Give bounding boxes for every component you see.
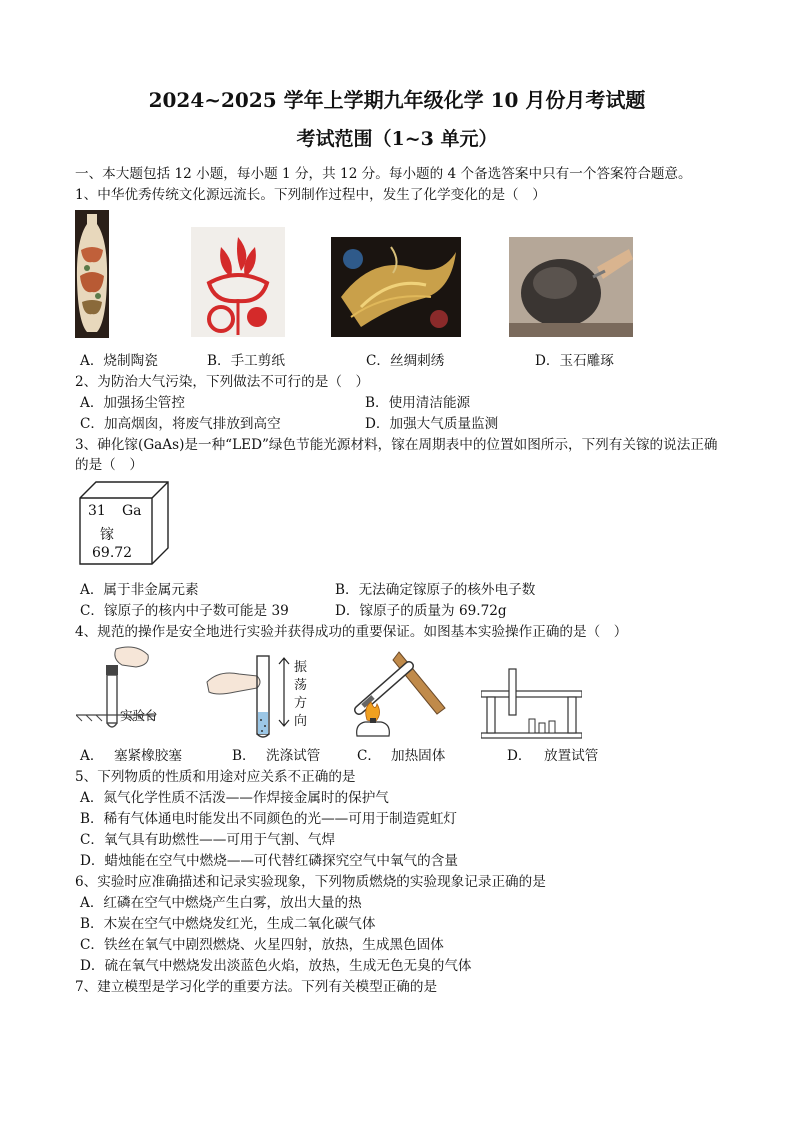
q1-option-c: C．丝绸刺绣 <box>366 353 445 369</box>
element-symbol: Ga <box>122 503 142 519</box>
q3-option-d: D．镓原子的质量为 69.72g <box>335 603 507 619</box>
q5-option-b: B．稀有气体通电时能发出不同颜色的光——可用于制造霓虹灯 <box>80 811 458 827</box>
element-atomic-mass: 69.72 <box>92 545 133 561</box>
lab-bench-label: 实验台 <box>120 708 158 723</box>
q3-option-a: A．属于非金属元素 <box>80 582 199 598</box>
q1-stem: 1、中华优秀传统文化源远流长。下列制作过程中，发生了化学变化的是（ ） <box>75 187 546 203</box>
q5-option-a: A．氮气化学性质不活泼——作焊接金属时的保护气 <box>80 790 389 806</box>
q2-option-d: D．加强大气质量监测 <box>365 416 499 432</box>
q6-option-b: B．木炭在空气中燃烧发红光，生成二氧化碳气体 <box>80 916 376 932</box>
shake-label-3: 方 <box>294 696 308 711</box>
section-instructions: 一、本大题包括 12 小题，每小题 1 分，共 12 分。每小题的 4 个备选答案中只有一个答案符合题意。 <box>75 166 692 182</box>
q5-option-c: C．氧气具有助燃性——可用于气割、气焊 <box>80 832 336 848</box>
q4-stem: 4、规范的操作是安全地进行实验并获得成功的重要保证。如图基本实验操作正确的是（ ） <box>75 624 628 640</box>
q2-option-c: C．加高烟囱，将废气排放到高空 <box>80 416 281 432</box>
q2-option-b: B．使用清洁能源 <box>365 395 471 411</box>
element-name: 镓 <box>100 527 114 543</box>
shake-label-1: 振 <box>294 660 308 675</box>
q7-stem: 7、建立模型是学习化学的重要方法。下列有关模型正确的是 <box>75 979 438 995</box>
shake-label-2: 荡 <box>294 678 308 693</box>
q6-stem: 6、实验时应准确描述和记录实验现象，下列物质燃烧的实验现象记录正确的是 <box>75 874 546 890</box>
wash-tube-diagram <box>205 652 285 740</box>
heat-solid-diagram <box>353 646 449 740</box>
paper-cutting-image <box>191 227 285 337</box>
page-title: 2024~2025 学年上学期九年级化学 10 月份月考试题 <box>148 88 646 112</box>
shake-direction-arrow <box>277 656 291 728</box>
q4-option-a-letter: A． <box>80 748 104 764</box>
porcelain-vase-image <box>75 210 109 338</box>
q3-option-b: B．无法确定镓原子的核外电子数 <box>335 582 536 598</box>
q3-option-c: C．镓原子的核内中子数可能是 39 <box>80 603 289 619</box>
q6-option-a: A．红磷在空气中燃烧产生白雾，放出大量的热 <box>80 895 362 911</box>
q2-stem: 2、为防治大气污染，下列做法不可行的是（ ） <box>75 374 370 390</box>
element-atomic-number: 31 <box>88 503 106 519</box>
page-subtitle: 考试范围（1~3 单元） <box>296 128 498 150</box>
q6-option-d: D．硫在氧气中燃烧发出淡蓝色火焰，放热，生成无色无臭的气体 <box>80 958 472 974</box>
q4-option-d-text: 放置试管 <box>544 748 599 764</box>
silk-embroidery-image <box>331 237 461 337</box>
q4-option-c-letter: C． <box>357 748 381 764</box>
q2-option-a: A．加强扬尘管控 <box>80 395 185 411</box>
q4-option-b-text: 洗涤试管 <box>266 748 321 764</box>
q1-option-d: D．玉石雕琢 <box>535 353 614 369</box>
jade-carving-image <box>509 237 633 337</box>
q4-option-d-letter: D． <box>507 748 532 764</box>
q5-stem: 5、下列物质的性质和用途对应关系不正确的是 <box>75 769 356 785</box>
q4-option-b-letter: B． <box>232 748 256 764</box>
q3-stem-line2: 的是（ ） <box>75 457 143 473</box>
q4-option-a-text: 塞紧橡胶塞 <box>114 748 182 764</box>
q3-stem-line1: 3、砷化镓(GaAs)是一种“LED”绿色节能光源材料，镓在周期表中的位置如图所示，下列有关镓的说法正确 <box>75 437 718 453</box>
q5-option-d: D．蜡烛能在空气中燃烧——可代替红磷探究空气中氧气的含量 <box>80 853 458 869</box>
q1-option-b: B．手工剪纸 <box>207 353 285 369</box>
q1-option-a: A．烧制陶瓷 <box>80 353 158 369</box>
shake-label-4: 向 <box>294 714 308 729</box>
tube-rack-diagram <box>481 667 582 739</box>
q6-option-c: C．铁丝在氧气中剧烈燃烧、火星四射，放热，生成黑色固体 <box>80 937 444 953</box>
q4-option-c-text: 加热固体 <box>391 748 446 764</box>
